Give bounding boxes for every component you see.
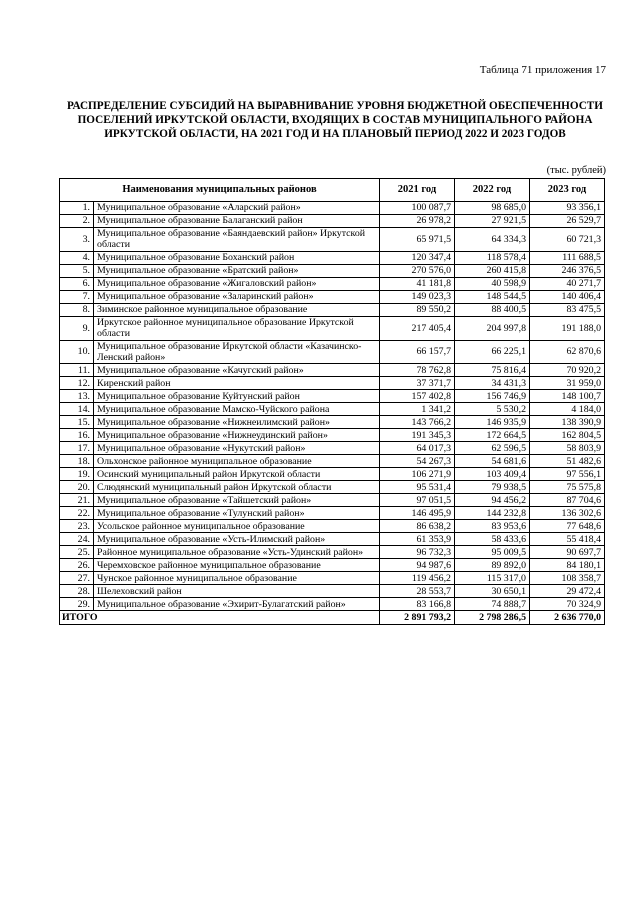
row-value-2022: 30 650,1 [455, 585, 530, 598]
row-value-2021: 94 987,6 [380, 559, 455, 572]
title-line: ПОСЕЛЕНИЙ ИРКУТСКОЙ ОБЛАСТИ, ВХОДЯЩИХ В СОСТАВ МУНИЦИПАЛЬНОГО РАЙОНА [77, 114, 593, 126]
row-name: Шелеховский район [94, 585, 380, 598]
total-2022: 2 798 286,5 [455, 611, 530, 625]
row-value-2022: 146 935,9 [455, 416, 530, 429]
row-name: Муниципальное образование «Усть-Илимский район» [94, 533, 380, 546]
row-number: 24. [60, 533, 94, 546]
row-value-2022: 156 746,9 [455, 390, 530, 403]
row-number: 15. [60, 416, 94, 429]
table-row [60, 377, 605, 390]
row-value-2023: 246 376,5 [530, 264, 605, 277]
row-name: Иркутское районное муниципальное образование Иркутской области [94, 316, 380, 340]
table-row [60, 507, 605, 520]
row-value-2023: 148 100,7 [530, 390, 605, 403]
row-number: 22. [60, 507, 94, 520]
row-number: 12. [60, 377, 94, 390]
row-value-2022: 83 953,6 [455, 520, 530, 533]
row-value-2021: 119 456,2 [380, 572, 455, 585]
row-value-2023: 70 324,9 [530, 598, 605, 611]
row-value-2022: 75 816,4 [455, 364, 530, 377]
row-name: Муниципальное образование Иркутской области «Казачинско-Ленский район» [94, 340, 380, 364]
table-row [60, 215, 605, 228]
document-title [60, 99, 610, 141]
table-row [60, 340, 605, 364]
row-number: 19. [60, 468, 94, 481]
row-value-2021: 26 978,2 [380, 215, 455, 228]
row-value-2022: 144 232,8 [455, 507, 530, 520]
row-value-2022: 88 400,5 [455, 303, 530, 316]
row-value-2022: 172 664,5 [455, 429, 530, 442]
table-row [60, 520, 605, 533]
row-value-2021: 61 353,9 [380, 533, 455, 546]
row-value-2021: 83 166,8 [380, 598, 455, 611]
row-value-2023: 83 475,5 [530, 303, 605, 316]
row-value-2022: 98 685,0 [455, 202, 530, 215]
row-value-2023: 70 920,2 [530, 364, 605, 377]
row-value-2023: 97 556,1 [530, 468, 605, 481]
total-2021: 2 891 793,2 [380, 611, 455, 625]
row-number: 4. [60, 251, 94, 264]
row-value-2021: 95 531,4 [380, 481, 455, 494]
row-value-2023: 31 959,0 [530, 377, 605, 390]
row-value-2022: 95 009,5 [455, 546, 530, 559]
row-value-2023: 55 418,4 [530, 533, 605, 546]
row-value-2021: 157 402,8 [380, 390, 455, 403]
row-number: 13. [60, 390, 94, 403]
row-value-2022: 204 997,8 [455, 316, 530, 340]
row-value-2023: 138 390,9 [530, 416, 605, 429]
table-row [60, 598, 605, 611]
row-value-2022: 64 334,3 [455, 228, 530, 252]
row-value-2021: 191 345,3 [380, 429, 455, 442]
row-name: Муниципальное образование Куйтунский район [94, 390, 380, 403]
row-name: Муниципальное образование «Эхирит-Булагатский район» [94, 598, 380, 611]
row-value-2023: 84 180,1 [530, 559, 605, 572]
table-row [60, 442, 605, 455]
table-row [60, 533, 605, 546]
row-value-2022: 118 578,4 [455, 251, 530, 264]
title-line: ИРКУТСКОЙ ОБЛАСТИ, НА 2021 ГОД И НА ПЛАНОВЫЙ ПЕРИОД 2022 И 2023 ГОДОВ [104, 128, 566, 140]
table-row [60, 228, 605, 252]
table-row [60, 364, 605, 377]
row-value-2021: 97 051,5 [380, 494, 455, 507]
header-2023: 2023 год [530, 179, 605, 202]
row-name: Муниципальное образование «Заларинский район» [94, 290, 380, 303]
subsidy-table [59, 178, 605, 625]
header-2022: 2022 год [455, 179, 530, 202]
row-value-2021: 78 762,8 [380, 364, 455, 377]
row-value-2021: 96 732,3 [380, 546, 455, 559]
row-number: 27. [60, 572, 94, 585]
row-number: 25. [60, 546, 94, 559]
table-row [60, 251, 605, 264]
title-line: РАСПРЕДЕЛЕНИЕ СУБСИДИЙ НА ВЫРАВНИВАНИЕ УРОВНЯ БЮДЖЕТНОЙ ОБЕСПЕЧЕННОСТИ [67, 100, 603, 112]
row-name: Муниципальное образование «Тайшетский район» [94, 494, 380, 507]
table-row [60, 290, 605, 303]
row-value-2023: 26 529,7 [530, 215, 605, 228]
row-value-2022: 27 921,5 [455, 215, 530, 228]
row-name: Муниципальное образование «Жигаловский район» [94, 277, 380, 290]
unit-label: (тыс. рублей) [546, 165, 606, 176]
row-value-2022: 115 317,0 [455, 572, 530, 585]
row-value-2021: 120 347,4 [380, 251, 455, 264]
row-value-2021: 149 023,3 [380, 290, 455, 303]
row-value-2023: 29 472,4 [530, 585, 605, 598]
row-value-2021: 66 157,7 [380, 340, 455, 364]
row-value-2022: 5 530,2 [455, 403, 530, 416]
table-row [60, 468, 605, 481]
row-value-2023: 108 358,7 [530, 572, 605, 585]
row-value-2022: 94 456,2 [455, 494, 530, 507]
table-row [60, 390, 605, 403]
row-value-2022: 34 431,3 [455, 377, 530, 390]
row-value-2021: 146 495,9 [380, 507, 455, 520]
row-value-2023: 191 188,0 [530, 316, 605, 340]
row-number: 26. [60, 559, 94, 572]
row-value-2023: 140 406,4 [530, 290, 605, 303]
row-value-2023: 58 803,9 [530, 442, 605, 455]
row-value-2022: 62 596,5 [455, 442, 530, 455]
row-value-2021: 41 181,8 [380, 277, 455, 290]
row-value-2021: 64 017,3 [380, 442, 455, 455]
table-row [60, 202, 605, 215]
row-value-2022: 260 415,8 [455, 264, 530, 277]
table-row [60, 494, 605, 507]
row-number: 10. [60, 340, 94, 364]
row-value-2022: 79 938,5 [455, 481, 530, 494]
row-value-2022: 89 892,0 [455, 559, 530, 572]
row-value-2023: 51 482,6 [530, 455, 605, 468]
row-value-2021: 37 371,7 [380, 377, 455, 390]
table-row [60, 429, 605, 442]
row-name: Районное муниципальное образование «Усть-Удинский район» [94, 546, 380, 559]
row-value-2021: 100 087,7 [380, 202, 455, 215]
row-value-2023: 87 704,6 [530, 494, 605, 507]
row-number: 1. [60, 202, 94, 215]
header-name: Наименования муниципальных районов [60, 179, 380, 202]
row-number: 11. [60, 364, 94, 377]
row-name: Черемховское районное муниципальное образование [94, 559, 380, 572]
header-2021: 2021 год [380, 179, 455, 202]
row-value-2021: 106 271,9 [380, 468, 455, 481]
row-number: 9. [60, 316, 94, 340]
row-value-2021: 28 553,7 [380, 585, 455, 598]
table-row [60, 403, 605, 416]
table-row [60, 264, 605, 277]
row-value-2022: 66 225,1 [455, 340, 530, 364]
table-row [60, 572, 605, 585]
row-value-2023: 40 271,7 [530, 277, 605, 290]
row-number: 5. [60, 264, 94, 277]
table-row [60, 303, 605, 316]
total-label: ИТОГО [60, 611, 380, 625]
row-value-2023: 93 356,1 [530, 202, 605, 215]
row-name: Муниципальное образование «Нижнеилимский район» [94, 416, 380, 429]
row-name: Чунское районное муниципальное образование [94, 572, 380, 585]
row-value-2021: 217 405,4 [380, 316, 455, 340]
row-number: 3. [60, 228, 94, 252]
row-number: 8. [60, 303, 94, 316]
row-value-2022: 54 681,6 [455, 455, 530, 468]
row-value-2021: 1 341,2 [380, 403, 455, 416]
table-header-row [60, 179, 605, 202]
row-name: Муниципальное образование Мамско-Чуйского района [94, 403, 380, 416]
table-row [60, 416, 605, 429]
row-value-2021: 65 971,5 [380, 228, 455, 252]
row-value-2023: 77 648,6 [530, 520, 605, 533]
row-number: 6. [60, 277, 94, 290]
row-name: Осинский муниципальный район Иркутской области [94, 468, 380, 481]
row-number: 18. [60, 455, 94, 468]
table-row [60, 277, 605, 290]
row-value-2023: 136 302,6 [530, 507, 605, 520]
row-value-2023: 62 870,6 [530, 340, 605, 364]
row-name: Муниципальное образование «Нукутский район» [94, 442, 380, 455]
row-value-2023: 75 575,8 [530, 481, 605, 494]
row-value-2023: 4 184,0 [530, 403, 605, 416]
row-name: Муниципальное образование «Качугский район» [94, 364, 380, 377]
row-name: Муниципальное образование «Братский район» [94, 264, 380, 277]
row-name: Ольхонское районное муниципальное образование [94, 455, 380, 468]
row-name: Зиминское районное муниципальное образование [94, 303, 380, 316]
row-name: Муниципальное образование Боханский район [94, 251, 380, 264]
row-number: 29. [60, 598, 94, 611]
row-number: 21. [60, 494, 94, 507]
table-row [60, 455, 605, 468]
table-row [60, 481, 605, 494]
row-number: 23. [60, 520, 94, 533]
row-value-2023: 90 697,7 [530, 546, 605, 559]
row-number: 2. [60, 215, 94, 228]
row-number: 16. [60, 429, 94, 442]
row-value-2022: 58 433,6 [455, 533, 530, 546]
row-number: 28. [60, 585, 94, 598]
table-row [60, 316, 605, 340]
table-row [60, 559, 605, 572]
total-2023: 2 636 770,0 [530, 611, 605, 625]
row-name: Муниципальное образование «Баяндаевский район» Иркутской области [94, 228, 380, 252]
row-value-2021: 89 550,2 [380, 303, 455, 316]
row-value-2022: 74 888,7 [455, 598, 530, 611]
row-value-2022: 148 544,5 [455, 290, 530, 303]
total-row [60, 611, 605, 625]
row-name: Муниципальное образование «Аларский район» [94, 202, 380, 215]
row-number: 7. [60, 290, 94, 303]
row-name: Муниципальное образование «Нижнеудинский район» [94, 429, 380, 442]
row-value-2021: 270 576,0 [380, 264, 455, 277]
row-value-2023: 162 804,5 [530, 429, 605, 442]
row-name: Усольское районное муниципальное образование [94, 520, 380, 533]
row-name: Слюдянский муниципальный район Иркутской области [94, 481, 380, 494]
table-caption: Таблица 71 приложения 17 [479, 64, 606, 76]
row-value-2021: 143 766,2 [380, 416, 455, 429]
row-name: Муниципальное образование Балаганский район [94, 215, 380, 228]
row-number: 17. [60, 442, 94, 455]
table-row [60, 546, 605, 559]
row-value-2023: 60 721,3 [530, 228, 605, 252]
table-row [60, 585, 605, 598]
row-name: Киренский район [94, 377, 380, 390]
row-value-2022: 40 598,9 [455, 277, 530, 290]
row-value-2023: 111 688,5 [530, 251, 605, 264]
row-number: 20. [60, 481, 94, 494]
row-number: 14. [60, 403, 94, 416]
row-name: Муниципальное образование «Тулунский район» [94, 507, 380, 520]
row-value-2021: 54 267,3 [380, 455, 455, 468]
row-value-2021: 86 638,2 [380, 520, 455, 533]
row-value-2022: 103 409,4 [455, 468, 530, 481]
